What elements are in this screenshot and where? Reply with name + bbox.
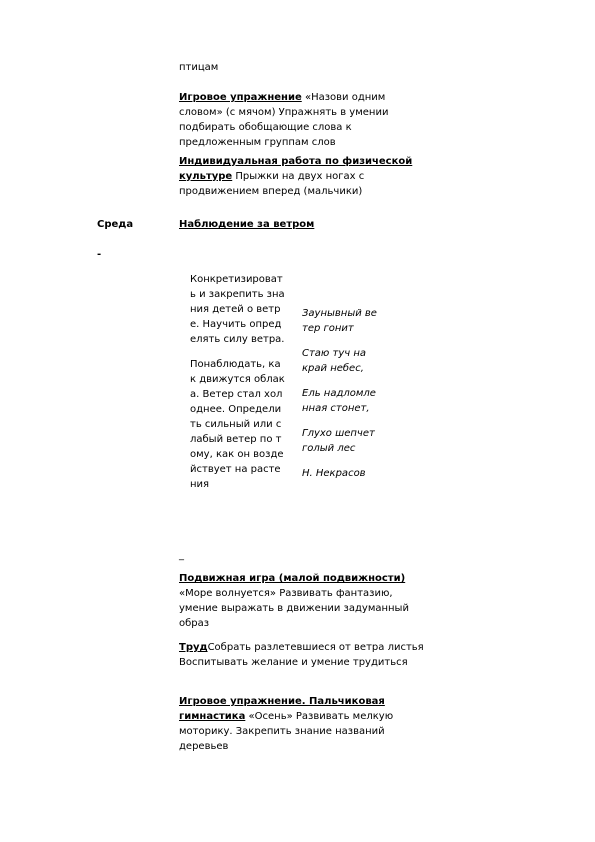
poem-line-3: Ель надломленная стонет,: [302, 388, 376, 414]
goals-column: [190, 272, 286, 492]
poem-column: [302, 306, 382, 481]
outdoor-game-title: Подвижная игра (малой подвижности): [179, 573, 406, 584]
finger-gym-block: [179, 694, 429, 754]
poem-line-1: Заунывный ветер гонит: [302, 308, 377, 334]
underscore-mark: _: [179, 550, 184, 561]
individual-work-block: [179, 154, 429, 199]
outdoor-game-text: «Море волнуется» Развивать фантазию, умение выражать в движении задуманный образ: [179, 588, 409, 629]
game-exercise-title: Игровое упражнение: [179, 92, 302, 103]
observation-block: [179, 217, 429, 232]
finger-gym-title: Игровое упражнение. Пальчиковая гимнастика: [179, 696, 385, 722]
day-label: Среда: [97, 219, 134, 230]
finger-gym-text: «Осень» Развивать мелкую моторику. Закрепить знание названий деревьев: [179, 711, 394, 752]
poem-line-4: Глухо шепчет голый лес: [302, 428, 375, 454]
outdoor-game-block: [179, 571, 429, 631]
goals-paragraph-2: Понаблюдать, как движутся облака. Ветер стал холоднее. Определить сильный или слабый ветер по тому, как он воздействует на растения: [190, 359, 285, 490]
poem-author: Н. Некрасов: [302, 468, 366, 479]
top-text: птицам: [179, 62, 219, 73]
goals-paragraph-1: Конкретизировать и закрепить знания детей о ветре. Научить определять силу ветра.: [190, 274, 285, 345]
labor-title: Труд: [179, 642, 208, 653]
labor-block: [179, 640, 429, 670]
individual-work-title: Индивидуальная работа по физической культуре: [179, 156, 413, 182]
day-dash: -: [97, 249, 102, 260]
individual-work-text: Прыжки на двух ногах с продвижением вперед (мальчики): [179, 171, 365, 197]
observation-title: Наблюдение за ветром: [179, 219, 315, 230]
game-exercise-text: «Назови одним словом» (с мячом) Упражнять в умении подбирать обобщающие слова к предложенным группам слов: [179, 92, 389, 148]
game-exercise-block: [179, 90, 429, 150]
poem-line-2: Стаю туч на край небес,: [302, 348, 367, 374]
labor-text: Собрать разлетевшиеся от ветра листья Воспитывать желание и умение трудиться: [179, 642, 424, 668]
